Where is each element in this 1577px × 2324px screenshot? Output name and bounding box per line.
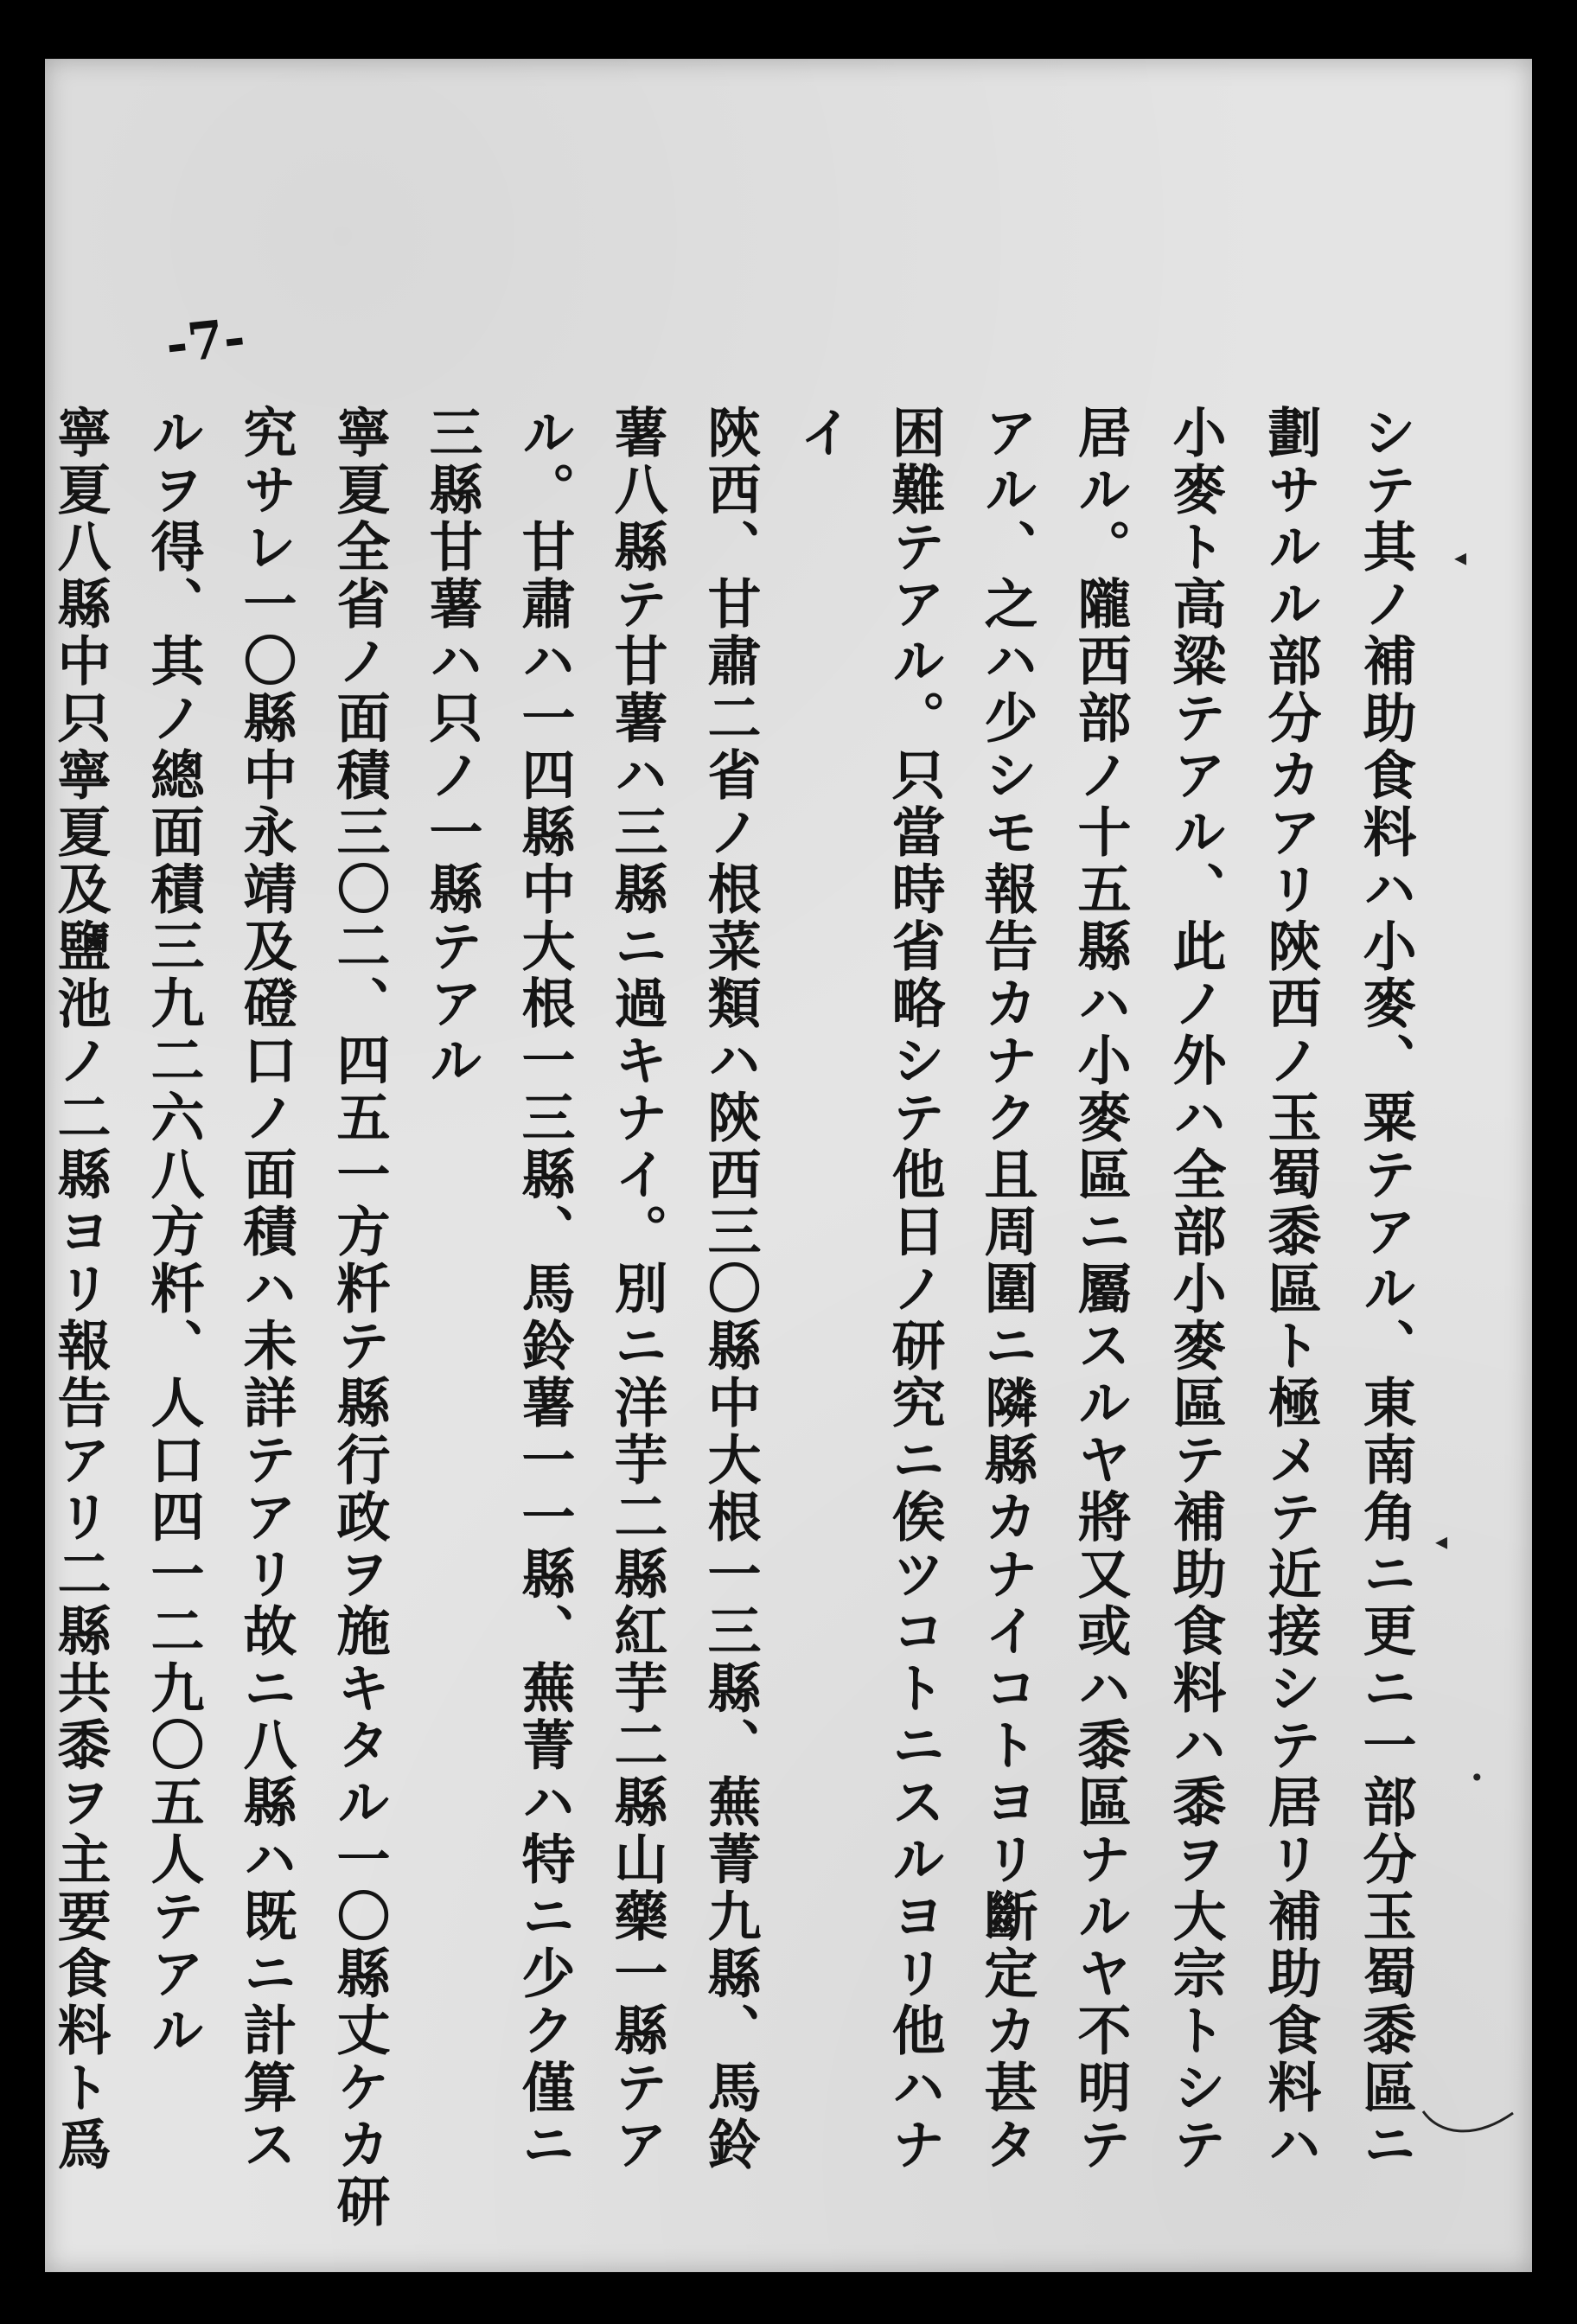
margin-mark: • (1470, 1764, 1484, 1792)
text-column-7: イ (790, 405, 853, 462)
text-column-4: 居ル。隴西部ノ十五縣ハ小麥區ニ屬スルヤ將又或ハ黍區ナルヤ不明テ (1069, 405, 1132, 2174)
text-column-13: 究サレ一〇縣中永靖及磴口ノ面積ハ未詳テアリ故ニ八縣ハ既ニ計算ス (234, 405, 297, 2174)
text-column-3: 小麥ト高粱テアル、此ノ外ハ全部小麥區テ補助食料ハ黍ヲ大宗トシテ (1164, 405, 1227, 2174)
text-column-6: 困難テアル。只當時省略シテ他日ノ研究ニ俟ツコトニスルヨリ他ハナ (883, 405, 946, 2174)
text-column-5: アル、之ハ少シモ報告カナク且周圍ニ隣縣カナイコトヨリ斷定カ甚タ (975, 405, 1038, 2174)
margin-mark: ◂ (1454, 543, 1467, 571)
text-column-2: 劃サルル部分カアリ陝西ノ玉蜀黍區ト極メテ近接シテ居リ補助食料ハ (1259, 405, 1322, 2174)
text-column-14: ルヲ得、其ノ總面積三九二六八方粁、人口四一二九〇五人テアル (142, 405, 205, 2059)
text-column-1: シテ其ノ補助食料ハ小麥、粟テアル、東南角ニ更ニ一部分玉蜀黍區ニ (1354, 405, 1417, 2174)
margin-mark: ◂ (1435, 1527, 1448, 1555)
text-column-8: 陝西、甘肅二省ノ根菜類ハ陝西三〇縣中大根一三縣、蕪菁九縣、馬鈴 (699, 405, 762, 2174)
text-column-9: 薯八縣テ甘薯ハ三縣ニ過キナイ。別ニ洋芋二縣紅芋二縣山藥一縣テア (605, 405, 668, 2174)
text-column-12: 寧夏全省ノ面積三〇二、四五一方粁テ縣行政ヲ施キタル一〇縣丈ケカ研 (328, 405, 391, 2231)
document-page (45, 59, 1532, 2272)
page-number: -7- (163, 307, 248, 376)
text-column-15: 寧夏八縣中只寧夏及鹽池ノ二縣ヨリ報告アリ二縣共黍ヲ主要食料ト爲 (48, 405, 112, 2174)
text-column-11: 三縣甘薯ハ只ノ一縣テアル (420, 405, 483, 1089)
pencil-curve-mark (1421, 2096, 1516, 2148)
text-column-10: ル。甘肅ハ一四縣中大根一三縣、馬鈴薯一一縣、蕪菁ハ特ニ少ク僅ニ (513, 405, 576, 2174)
